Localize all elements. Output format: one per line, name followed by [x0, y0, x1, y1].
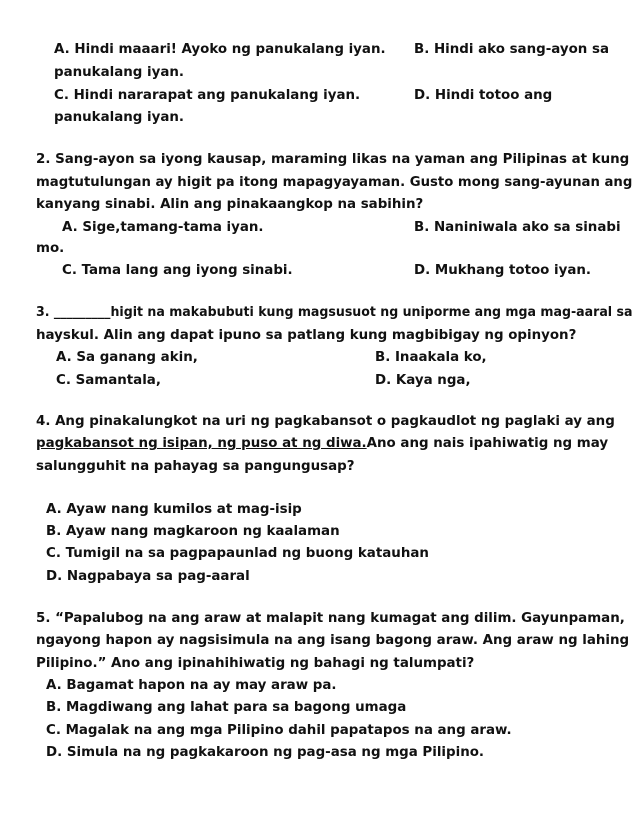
q1-option-d: D. Hindi totoo ang: [414, 88, 553, 103]
q4-stem-line-2-rest: Ano ang nais ipahiwatig ng may: [366, 436, 609, 451]
q4-option-d: D. Nagpabaya sa pag-aaral: [46, 569, 250, 584]
q2-option-d: D. Mukhang totoo iyan.: [414, 263, 592, 278]
q5-option-d: D. Simula na ng pagkakaroon ng pag-asa ng mga Pilipino.: [46, 745, 485, 760]
q2-option-a: A. Sige,tamang-tama iyan.: [62, 220, 264, 235]
q2-option-c: C. Tama lang ang iyong sinabi.: [62, 263, 293, 278]
q3-stem-line-2: hayskul. Alin ang dapat ipuno sa patlang kung magbibigay ng opinyon?: [36, 328, 577, 343]
q3-option-a: A. Sa ganang akin,: [56, 350, 198, 365]
q3-option-c: C. Samantala,: [56, 373, 161, 388]
q2-stem-line-1: 2. Sang-ayon sa iyong kausap, maraming likas na yaman ang Pilipinas at kung: [36, 152, 630, 167]
q4-stem-line-3: salungguhit na pahayag sa pangungusap?: [36, 459, 355, 474]
q2-stem-line-2: magtutulungan ay higit pa itong mapagyayaman. Gusto mong sang-ayunan ang: [36, 175, 633, 190]
q3-option-d: D. Kaya nga,: [375, 373, 471, 388]
q5-option-a: A. Bagamat hapon na ay may araw pa.: [46, 678, 337, 693]
q3-option-b: B. Inaakala ko,: [375, 350, 487, 365]
q5-option-b: B. Magdiwang ang lahat para sa bagong umaga: [46, 700, 407, 715]
q2-stem-line-3: kanyang sinabi. Alin ang pinakaangkop na sabihin?: [36, 197, 424, 212]
q4-stem-line-1: 4. Ang pinakalungkot na uri ng pagkabansot o pagkaudlot ng paglaki ay ang: [36, 414, 615, 429]
q5-stem-line-2: ngayong hapon ay nagsisimula na ang isang bagong araw. Ang araw ng lahing: [36, 633, 630, 648]
q5-stem-line-3: Pilipino.” Ano ang ipinahihiwatig ng bahagi ng talumpati?: [36, 656, 475, 671]
q3-stem-line-1-rest: higit na makabubuti kung magsusuot ng uniporme ang mga mag-aaral sa: [110, 305, 633, 320]
q4-stem-line-2: [36, 436, 608, 452]
q1-option-b-continuation: panukalang iyan.: [54, 65, 185, 80]
q5-stem-line-1: 5. “Papalubog na ang araw at malapit nang kumagat ang dilim. Gayunpaman,: [36, 611, 625, 626]
q1-option-c: C. Hindi nararapat ang panukalang iyan.: [54, 88, 361, 103]
q1-option-a: A. Hindi maaari! Ayoko ng panukalang iyan.: [54, 42, 386, 57]
q3-stem-line-1: [36, 305, 632, 321]
q4-option-a: A. Ayaw nang kumilos at mag-isip: [46, 502, 302, 517]
q4-option-c: C. Tumigil na sa pagpapaunlad ng buong katauhan: [46, 546, 429, 561]
q1-option-d-continuation: panukalang iyan.: [54, 110, 185, 125]
q2-option-b: B. Naniniwala ako sa sinabi: [414, 220, 621, 235]
q4-underlined-phrase: pagkabansot ng isipan, ng puso at ng diwa.: [36, 436, 367, 451]
q4-option-b: B. Ayaw nang magkaroon ng kaalaman: [46, 524, 340, 539]
q1-option-b: B. Hindi ako sang-ayon sa: [414, 42, 610, 57]
q3-blank: 3. _________: [36, 305, 111, 320]
q2-option-b-continuation: mo.: [36, 241, 65, 256]
q5-option-c: C. Magalak na ang mga Pilipino dahil papatapos na ang araw.: [46, 723, 512, 738]
